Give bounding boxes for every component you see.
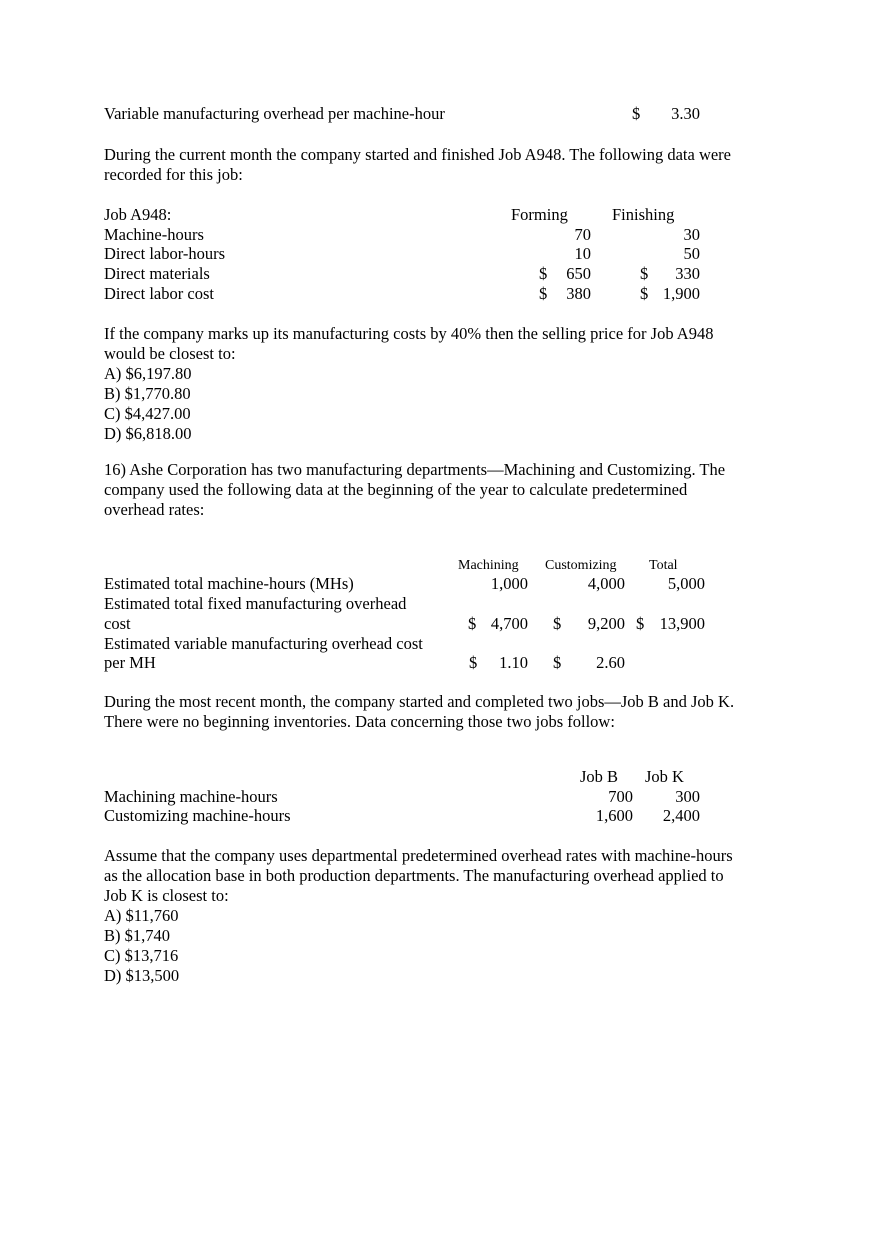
col-finishing-header: Finishing xyxy=(612,205,675,224)
variable-overhead-label: Variable manufacturing overhead per machine-hour xyxy=(104,104,445,123)
forming-value: 380 xyxy=(566,284,591,303)
customizing-currency: $ xyxy=(553,614,562,633)
col-machining-header: Machining xyxy=(458,558,519,573)
col-customizing-header: Customizing xyxy=(545,558,617,573)
option-d: D) $13,500 xyxy=(104,966,180,985)
job-k-value: 2,400 xyxy=(662,806,700,825)
row-label: Machining machine-hours xyxy=(104,787,278,806)
machining-value: 4,700 xyxy=(490,614,528,633)
row-label: Direct materials xyxy=(104,264,210,283)
finishing-value: 30 xyxy=(683,225,700,244)
total-currency: $ xyxy=(636,614,645,633)
total-value: 5,000 xyxy=(667,574,705,593)
option-d: D) $6,818.00 xyxy=(104,424,192,443)
customizing-value: 4,000 xyxy=(587,574,625,593)
question-15-stem: If the company marks up its manufacturing costs by 40% then the selling price for Job A948 would be closest to: A) $6,197.80 B) $1,770.80 C) $4,427.00 D) $6,818.00 xyxy=(104,324,774,444)
col-total-header: Total xyxy=(649,558,678,573)
row-label: Direct labor cost xyxy=(104,284,214,303)
job-b-value: 700 xyxy=(608,787,633,806)
forming-value: 650 xyxy=(566,264,591,283)
col-job-b-header: Job B xyxy=(580,767,619,786)
customizing-currency: $ xyxy=(553,653,562,672)
col-forming-header: Forming xyxy=(511,205,568,224)
row-label-line1: Estimated total fixed manufacturing overhead xyxy=(104,594,407,613)
row-label: Machine-hours xyxy=(104,225,204,244)
machining-currency: $ xyxy=(468,614,477,633)
finishing-value: 50 xyxy=(683,244,700,263)
option-b: B) $1,740 xyxy=(104,926,170,945)
option-c: C) $13,716 xyxy=(104,946,179,965)
finishing-currency: $ xyxy=(640,284,649,303)
question-16-stem2: Assume that the company uses departmental predetermined overhead rates with machine-hours as the allocation base in both production departments. The manufacturing overhead applied to Job K is closest to: A) $11,760 B) $1,740 C) $13,716 D) $13,500 xyxy=(104,846,774,986)
option-c: C) $4,427.00 xyxy=(104,404,191,423)
machining-value: 1,000 xyxy=(490,574,528,593)
forming-value: 10 xyxy=(574,244,591,263)
option-a: A) $6,197.80 xyxy=(104,364,192,383)
row-label-line1: Estimated variable manufacturing overhead cost xyxy=(104,634,423,653)
row-label: Direct labor-hours xyxy=(104,244,226,263)
customizing-value: 2.60 xyxy=(596,653,625,672)
intro-paragraph: During the current month the company started and finished Job A948. The following data were recorded for this job: xyxy=(104,145,731,184)
jobs-intro-paragraph: During the most recent month, the company started and completed two jobs—Job B and Job K. There were no beginning inventories. Data concerning those two jobs follow: xyxy=(104,692,735,731)
col-job-k-header: Job K xyxy=(645,767,684,786)
forming-currency: $ xyxy=(539,264,548,283)
row-label: Customizing machine-hours xyxy=(104,806,291,825)
total-value: 13,900 xyxy=(659,614,705,633)
forming-currency: $ xyxy=(539,284,548,303)
variable-overhead-currency: $ xyxy=(632,104,641,123)
finishing-currency: $ xyxy=(640,264,649,283)
finishing-value: 1,900 xyxy=(662,284,700,303)
variable-overhead-value: 3.30 xyxy=(671,104,700,123)
option-b: B) $1,770.80 xyxy=(104,384,191,403)
machining-value: 1.10 xyxy=(499,653,528,672)
job-a948-title: Job A948: xyxy=(104,205,172,224)
machining-currency: $ xyxy=(469,653,478,672)
job-k-value: 300 xyxy=(675,787,700,806)
row-label: Estimated total machine-hours (MHs) xyxy=(104,574,354,593)
option-a: A) $11,760 xyxy=(104,906,179,925)
finishing-value: 330 xyxy=(675,264,700,283)
row-label-line2: cost xyxy=(104,614,131,633)
forming-value: 70 xyxy=(574,225,591,244)
question-16-stem: 16) Ashe Corporation has two manufacturing departments—Machining and Customizing. The company used the following data at the beginning of the year to calculate predetermined overhead rates: xyxy=(104,460,726,519)
customizing-value: 9,200 xyxy=(587,614,625,633)
job-b-value: 1,600 xyxy=(595,806,633,825)
row-label-line2: per MH xyxy=(104,653,156,672)
